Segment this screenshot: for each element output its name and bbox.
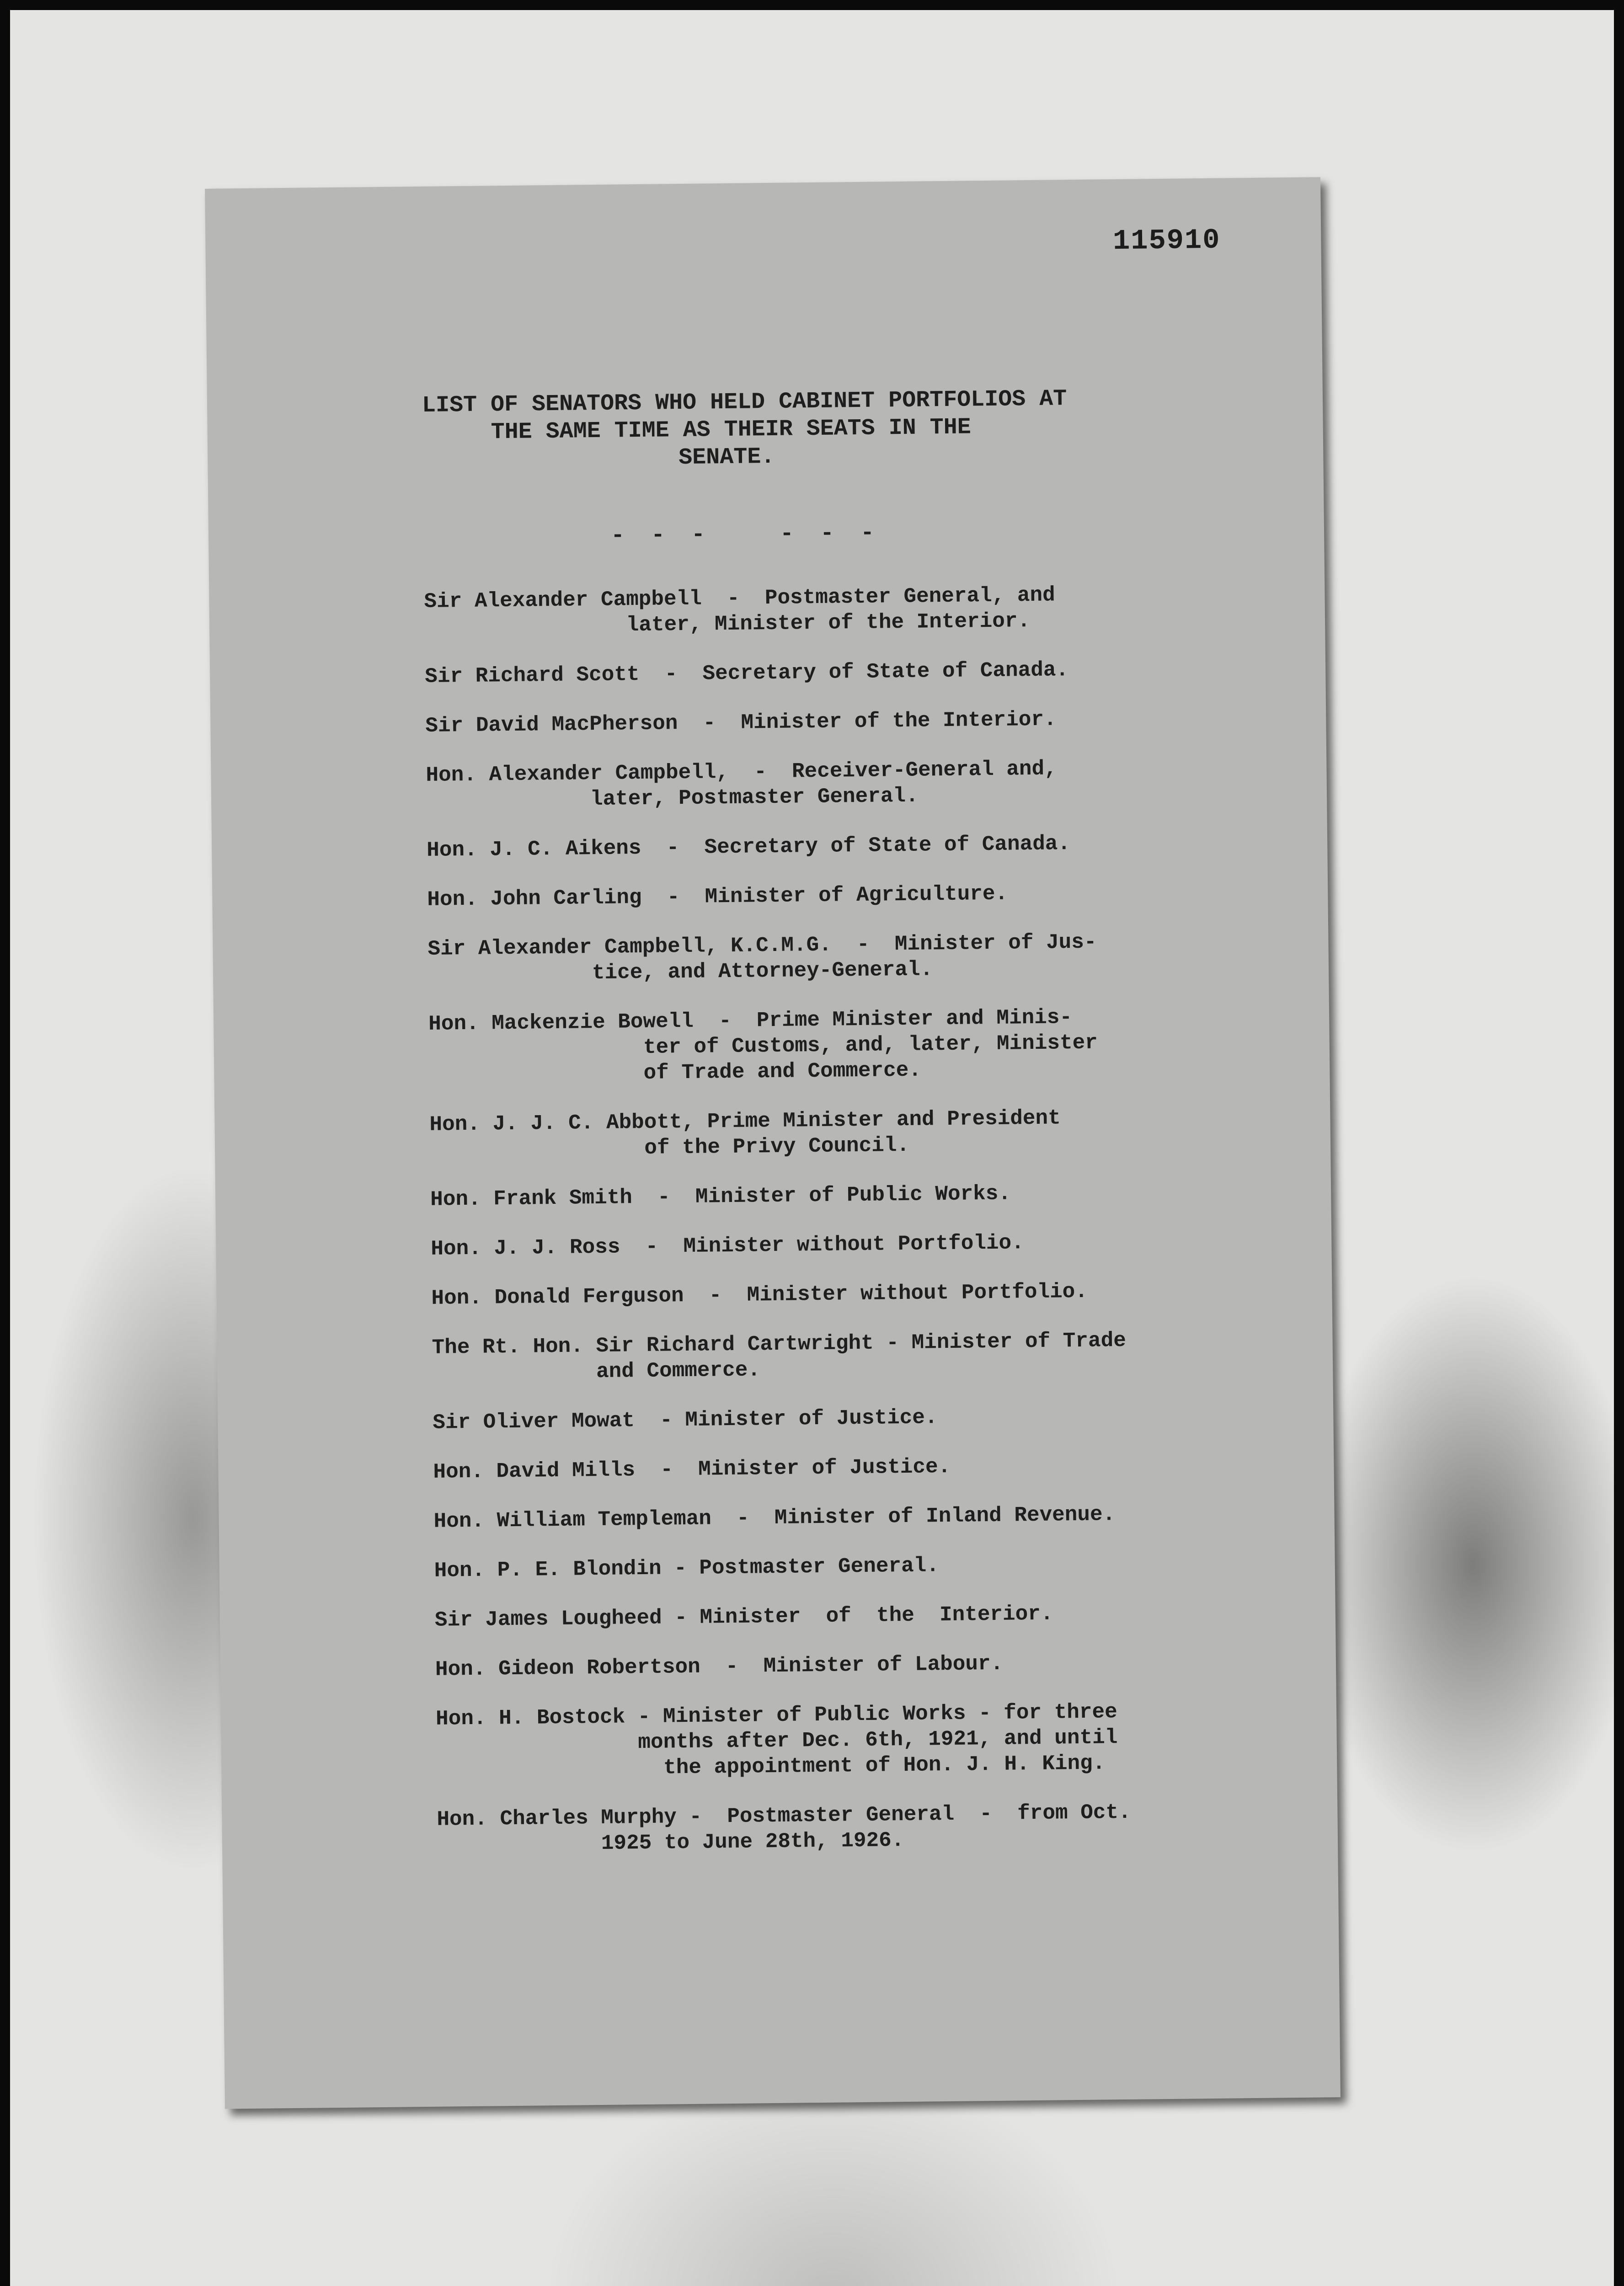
entry-line: later, Minister of the Interior. [424, 609, 1031, 639]
senator-entry [437, 1798, 1306, 1858]
entry-line: later, Postmaster General. [426, 784, 919, 813]
senator-entry [434, 1549, 1303, 1584]
senator-entry [436, 1697, 1305, 1783]
senator-entry [435, 1598, 1303, 1633]
senator-entry [431, 1227, 1299, 1262]
entry-line: Hon. J. J. Ross - Minister without Portfolio. [431, 1231, 1025, 1261]
title-line: THE SAME TIME AS THEIR SEATS IN THE [491, 414, 972, 446]
senator-entry [428, 1002, 1298, 1088]
entry-line: Hon. Donald Ferguson - Minister without Portfolio. [431, 1279, 1088, 1310]
entry-line: Sir Richard Scott - Secretary of State of Canada. [425, 658, 1069, 689]
entry-line: Sir David MacPherson - Minister of the Interior. [425, 707, 1057, 738]
senator-entry [424, 580, 1293, 640]
entry-line: Hon. Mackenzie Bowell - Prime Minister and Minis- [428, 1005, 1073, 1036]
senator-entry [430, 1178, 1299, 1212]
entry-line: Hon. Charles Murphy - Postmaster General - from Oct. [437, 1800, 1131, 1832]
entry-line: of Trade and Commerce. [429, 1058, 922, 1087]
entry-line: of the Privy Council. [429, 1133, 910, 1162]
senator-entry [431, 1277, 1300, 1311]
document-number: 115910 [1112, 224, 1221, 258]
senator-entry [429, 1103, 1298, 1163]
separator-right: - - - [780, 520, 881, 547]
entry-line: Hon. William Templeman - Minister of Inland Revenue. [433, 1502, 1116, 1533]
senator-entry [427, 878, 1296, 913]
entry-line: months after Dec. 6th, 1921, and until [436, 1725, 1118, 1757]
senator-entry [425, 704, 1294, 739]
entry-line: 1925 to June 28th, 1926. [437, 1828, 904, 1857]
senator-entry [432, 1326, 1301, 1386]
entry-line: The Rt. Hon. Sir Richard Cartwright - Minister of Trade [432, 1328, 1127, 1360]
entry-line: tice, and Attorney-General. [427, 957, 933, 987]
entry-line: Hon. H. Bostock - Minister of Public Works - for three [435, 1700, 1117, 1731]
senator-entry [433, 1500, 1302, 1534]
senator-entry [433, 1450, 1302, 1485]
senator-entry [425, 655, 1293, 689]
entry-line: Hon. Gideon Robertson - Minister of Labour. [435, 1651, 1004, 1682]
entry-line: Hon. Alexander Campbell, - Receiver-General and, [426, 757, 1057, 787]
entry-line: Sir Alexander Campbell - Postmaster General, and [424, 583, 1055, 614]
title-line: LIST OF SENATORS WHO HELD CABINET PORTFOLIOS AT [422, 386, 1067, 419]
title-line: SENATE. [678, 443, 775, 471]
separator-left: - - - [610, 522, 712, 549]
entry-line: Hon. John Carling - Minister of Agriculture. [427, 881, 1008, 912]
entry-line: Hon. David Mills - Minister of Justice. [433, 1454, 951, 1484]
entry-line: the appointment of Hon. J. H. King. [436, 1751, 1106, 1782]
entry-line: Sir Oliver Mowat - Minister of Justice. [433, 1405, 938, 1435]
senator-entry [426, 753, 1295, 814]
senator-entry [435, 1648, 1304, 1682]
senator-entry [427, 927, 1297, 988]
entry-line: ter of Customs, and, later, Minister [428, 1031, 1098, 1062]
entry-line: Sir Alexander Campbell, K.C.M.G. - Minister of Jus- [427, 930, 1097, 961]
senator-entry [433, 1401, 1301, 1436]
document-title [422, 385, 1154, 475]
entry-line: Hon. J. J. C. Abbott, Prime Minister and President [429, 1106, 1061, 1137]
entry-line: Hon. Frank Smith - Minister of Public Works. [430, 1181, 1011, 1212]
entry-line: Hon. J. C. Aikens - Secretary of State of Canada. [426, 832, 1071, 862]
entry-line: and Commerce. [432, 1358, 761, 1385]
entry-line: Sir James Lougheed - Minister of the Interior. [434, 1602, 1053, 1632]
senator-list [424, 580, 1306, 1882]
senator-entry [427, 828, 1295, 863]
entry-line: Hon. P. E. Blondin - Postmaster General. [434, 1554, 940, 1583]
typed-document [205, 177, 1341, 2109]
